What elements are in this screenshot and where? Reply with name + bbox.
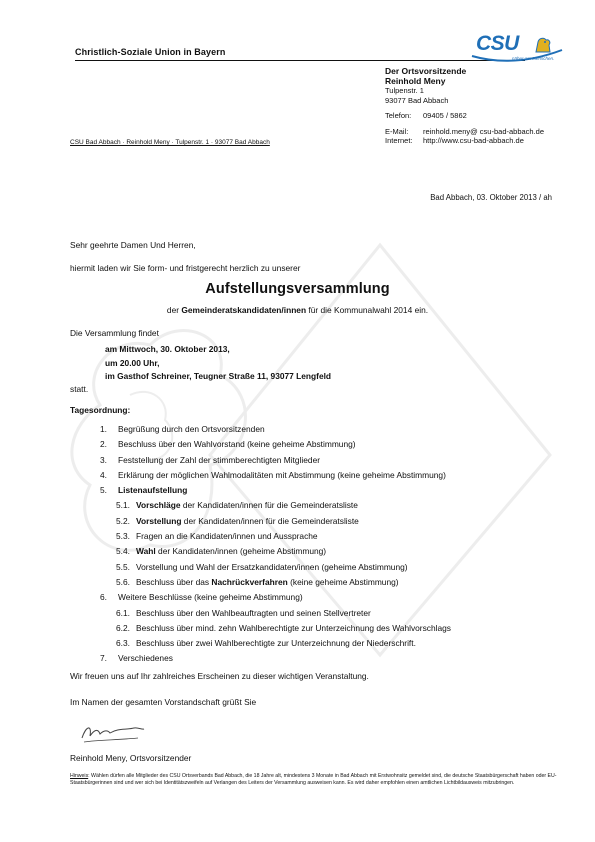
web-value[interactable]: http://www.csu-bad-abbach.de xyxy=(423,136,524,146)
agenda-text: Beschluss über den Wahlbeauftragten und seinen Stellvertreter xyxy=(136,607,371,618)
agenda-number: 6. xyxy=(100,592,107,603)
agenda-number: 7. xyxy=(100,653,107,664)
agenda-number: 6.1. xyxy=(116,607,130,618)
web-label: Internet: xyxy=(385,136,413,146)
agenda-subitem xyxy=(100,514,451,529)
meeting-date: am Mittwoch, 30. Oktober 2013, xyxy=(105,344,230,354)
agenda-text-bold: Nachrückverfahren xyxy=(211,576,288,587)
agenda-item xyxy=(100,437,451,452)
agenda-number: 5.5. xyxy=(116,561,130,572)
intro-text: hiermit laden wir Sie form- und fristgerecht herzlich zu unserer xyxy=(70,263,301,273)
logo-swoosh xyxy=(470,46,565,64)
subtitle xyxy=(0,305,595,315)
agenda-text-bold: Vorstellung xyxy=(136,515,182,526)
csu-logo xyxy=(470,30,565,66)
agenda-text: Beschluss über den Wahlvorstand (keine geheime Abstimmung) xyxy=(118,439,356,450)
agenda-subitem xyxy=(100,575,451,590)
agenda-list xyxy=(100,422,451,667)
agenda-subitem xyxy=(100,621,451,636)
statt-text: statt. xyxy=(70,384,89,394)
agenda-text-rest: der Kandidaten/innen für die Gemeinderatsliste xyxy=(180,500,358,511)
subtitle-bold: Gemeinderatskandidaten/innen xyxy=(181,305,307,315)
agenda-subitem xyxy=(100,529,451,544)
meeting-intro: Die Versammlung findet xyxy=(70,328,159,338)
agenda-text-rest: (keine geheime Abstimmung) xyxy=(287,576,399,587)
agenda-text: Erklärung der möglichen Wahlmodalitäten mit Abstimmung (keine geheime Abstimmung) xyxy=(118,469,446,480)
phone-row xyxy=(385,111,544,121)
greeting-text: Im Namen der gesamten Vorstandschaft grüßt Sie xyxy=(70,697,257,707)
agenda-number: 5.2. xyxy=(116,515,130,526)
subtitle-post: für die Kommunalwahl 2014 ein. xyxy=(306,305,429,315)
logo-text: CSU xyxy=(476,32,519,55)
agenda-item xyxy=(100,468,451,483)
agenda-text: Weitere Beschlüsse (keine geheime Abstimmung) xyxy=(118,592,303,603)
agenda-item xyxy=(100,453,451,468)
logo-tagline: näher am Menschen. xyxy=(512,56,555,61)
web-row xyxy=(385,136,544,146)
agenda-number: 6.2. xyxy=(116,622,130,633)
agenda-text: Fragen an die Kandidaten/innen und Aussprache xyxy=(136,531,318,542)
sender-name: Reinhold Meny xyxy=(385,76,446,86)
agenda-text-pre: Beschluss über das xyxy=(136,576,212,587)
phone-label: Telefon: xyxy=(385,111,412,121)
email-label: E-Mail: xyxy=(385,126,409,136)
agenda-subitem xyxy=(100,636,451,651)
sender-role: Der Ortsvorsitzende xyxy=(385,66,467,76)
agenda-number: 4. xyxy=(100,469,107,480)
footer-note xyxy=(70,773,560,788)
meeting-place: im Gasthof Schreiner, Teugner Straße 11, 93077 Lengfeld xyxy=(105,371,332,382)
closing-text: Wir freuen uns auf Ihr zahlreiches Erscheinen zu dieser wichtigen Veranstaltung. xyxy=(70,671,369,681)
agenda-text-rest: der Kandidaten/innen für die Gemeinderatsliste xyxy=(181,515,359,526)
footer-note-label: Hinweis xyxy=(70,773,89,779)
agenda-subitem xyxy=(100,544,451,559)
agenda-number: 3. xyxy=(100,454,107,465)
subtitle-pre: der xyxy=(166,305,182,315)
agenda-text: Feststellung der Zahl der stimmberechtigten Mitglieder xyxy=(118,454,321,465)
meeting-time: um 20.00 Uhr, xyxy=(105,357,160,368)
header-divider xyxy=(75,60,525,61)
agenda-number: 5.4. xyxy=(116,546,130,557)
sender-block xyxy=(385,66,544,146)
agenda-item xyxy=(100,483,451,498)
agenda-subitem xyxy=(100,560,451,575)
agenda-text-bold: Wahl xyxy=(136,546,156,557)
agenda-text-bold: Vorschläge xyxy=(136,500,181,511)
agenda-number: 1. xyxy=(100,424,107,434)
agenda-number: 5.6. xyxy=(116,576,130,587)
sender-city: 93077 Bad Abbach xyxy=(385,95,449,105)
agenda-number: 5.3. xyxy=(116,531,130,542)
agenda-title: Tagesordnung: xyxy=(70,405,131,415)
phone-value: 09405 / 5862 xyxy=(423,111,467,121)
agenda-text-rest: der Kandidaten/innen (geheime Abstimmung) xyxy=(155,546,327,557)
agenda-text: Beschluss über mind. zehn Wahlberechtigte zur Unterzeichnung des Wahlvorschlags xyxy=(136,622,451,633)
agenda-number: 5. xyxy=(100,485,107,496)
agenda-text xyxy=(136,575,399,590)
agenda-item xyxy=(100,590,451,605)
agenda-text xyxy=(136,498,358,513)
agenda-number: 5.1. xyxy=(116,500,130,511)
handwritten-signature xyxy=(78,718,148,748)
return-address: CSU Bad Abbach · Reinhold Meny · Tulpenstr. 1 · 93077 Bad Abbach xyxy=(70,139,270,146)
email-row xyxy=(385,127,544,137)
email-value[interactable]: reinhold.meny@ csu-bad-abbach.de xyxy=(423,126,545,136)
agenda-number: 6.3. xyxy=(116,638,130,649)
agenda-text: Listenaufstellung xyxy=(118,485,188,496)
agenda-number: 2. xyxy=(100,439,107,450)
party-name: Christlich-Soziale Union in Bayern xyxy=(75,47,226,57)
agenda-subitem xyxy=(100,606,451,621)
agenda-text: Verschiedenes xyxy=(118,653,173,664)
agenda-subitem xyxy=(100,498,451,513)
meeting-details xyxy=(105,343,331,384)
agenda-text xyxy=(136,544,326,559)
footer-note-text: : Wählen dürfen alle Mitglieder des CSU Ortsverbands Bad Abbach, die 18 Jahre alt, mindestens 3 Monate in Bad Abbach mit Erstwohnsitz gemeldet sind, die deutsche Staatsbürgerschaft haben oder EU-Staatsbürgerinnen sind und wer sich bei Identitätszweifeln auf Verlangen des Leiters der Versammlung ausweisen kann. Es wird daher empfohlen einen amtlichen Lichtbildausweis mitzubringen. xyxy=(70,773,557,787)
document-title: Aufstellungsversammlung xyxy=(205,281,390,297)
agenda-text: Vorstellung und Wahl der Ersatzkandidaten/innen (geheime Abstimmung) xyxy=(136,561,408,572)
agenda-item xyxy=(100,422,451,437)
agenda-text: Begrüßung durch den Ortsvorsitzenden xyxy=(118,424,265,434)
agenda-item xyxy=(100,651,451,666)
date-line: Bad Abbach, 03. Oktober 2013 / ah xyxy=(430,193,552,202)
signer-name: Reinhold Meny, Ortsvorsitzender xyxy=(70,753,192,763)
salutation: Sehr geehrte Damen Und Herren, xyxy=(70,240,196,250)
sender-street: Tulpenstr. 1 xyxy=(385,86,424,95)
agenda-text xyxy=(136,514,359,529)
agenda-text: Beschluss über zwei Wahlberechtigte zur Unterzeichnung der Niederschrift. xyxy=(136,638,416,649)
